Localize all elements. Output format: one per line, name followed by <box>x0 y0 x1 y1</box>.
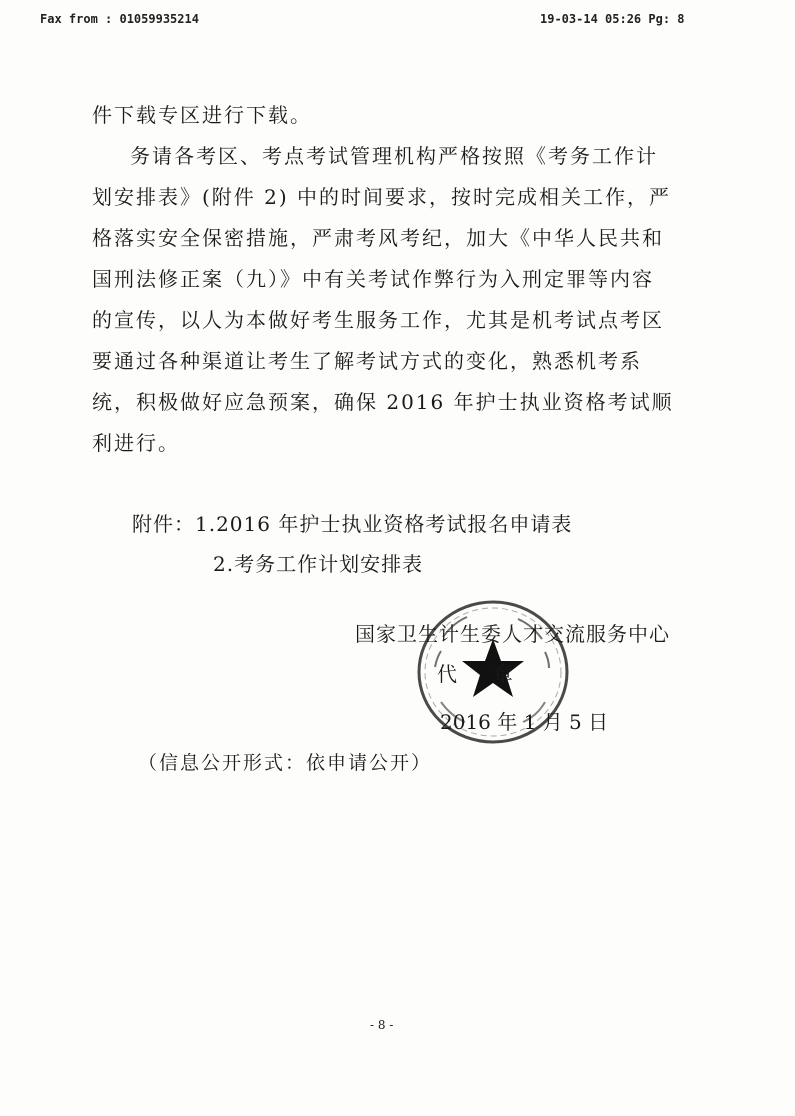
attachment-item-1: 附件：1.2016 年护士执业资格考试报名申请表 <box>132 512 573 536</box>
disclosure-note: （信息公开形式：依申请公开） <box>138 752 433 774</box>
attachment-item-2: 2.考务工作计划安排表 <box>213 552 424 576</box>
issue-date: 2016 年 1 月 5 日 <box>440 710 609 734</box>
body-line: 要通过各种渠道让考生了解考试方式的变化，熟悉机考系 <box>92 349 642 373</box>
seal-caption: 代章 <box>437 662 549 686</box>
body-line: 务请各考区、考点考试管理机构严格按照《考务工作计 <box>130 144 658 168</box>
fax-timestamp-page: 19-03-14 05:26 Pg: 8 <box>540 12 685 26</box>
fax-sender: Fax from : 01059935214 <box>40 12 199 26</box>
issuing-organization: 国家卫生计生委人才交流服务中心 <box>355 622 670 646</box>
body-line: 利进行。 <box>92 431 180 455</box>
body-line: 的宣传，以人为本做好考生服务工作，尤其是机考试点考区 <box>92 308 664 332</box>
body-line: 格落实安全保密措施，严肃考风考纪，加大《中华人民共和 <box>92 226 664 250</box>
body-line: 件下载专区进行下载。 <box>92 103 312 127</box>
fax-header <box>0 8 795 32</box>
body-line: 划安排表》(附件 2) 中的时间要求，按时完成相关工作，严 <box>92 185 672 209</box>
body-paragraphs <box>92 95 682 464</box>
body-line: 国刑法修正案（九）》中有关考试作弊行为入刑定罪等内容 <box>92 267 654 291</box>
body-line: 统，积极做好应急预案，确保 2016 年护士执业资格考试顺 <box>92 390 674 414</box>
page-number: - 8 - <box>370 1018 394 1032</box>
